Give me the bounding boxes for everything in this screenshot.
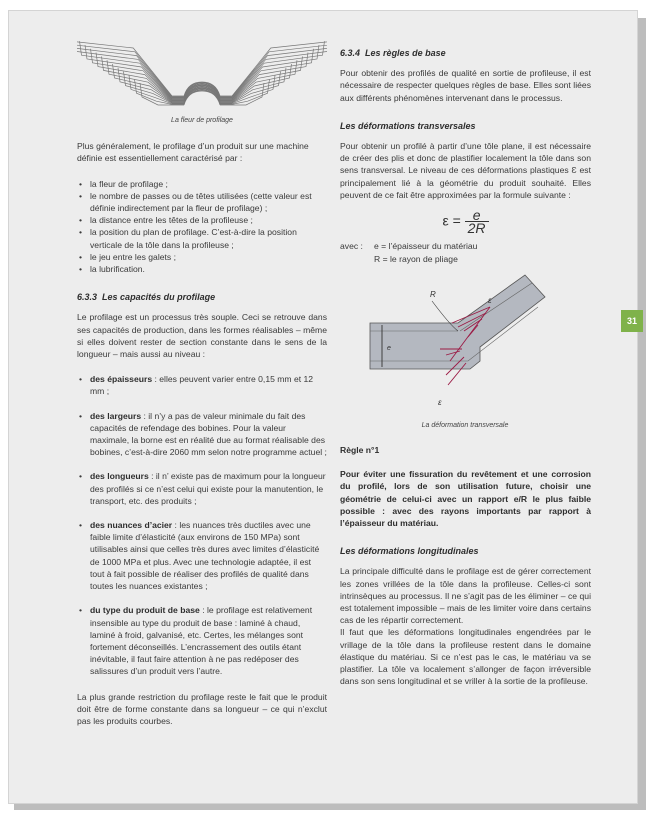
- heading-longitudinal: Les déformations longitudinales: [340, 546, 479, 557]
- list-item: [77, 373, 327, 397]
- section-number: 6.3.3: [77, 292, 98, 303]
- flower-line: [96, 53, 308, 101]
- capacities-paragraph: Le profilage est un processus très souple. Ceci se retrouve dans ses capacités de production, dans les formes réalisables – même si elles doivent rester de section constante dans le sens de la longueur – mais aussi au niveau :: [77, 312, 327, 360]
- list-item: • le jeu entre les galets ;: [77, 251, 327, 263]
- section-heading-633: [77, 291, 327, 303]
- item-term: du type du produit de base: [90, 605, 200, 616]
- page-number-tab: 31: [621, 310, 643, 332]
- list-item: [77, 604, 327, 677]
- characteristics-list: [77, 178, 327, 276]
- list-item: [77, 519, 327, 592]
- item-text: : il n’y a pas de valeur minimale du fait des capacités de refendage des bobines. Pour la valeur maximale, la borne est en réalité due au format réalisable des bobines, c’est-à-dire 2060 mm selon notre programme actuel ;: [90, 410, 327, 458]
- list-item: • le nombre de passes ou de têtes utilisées (cette valeur est définie indirectement par la fleur de profilage) ;: [77, 190, 327, 214]
- formula-denominator: 2R: [467, 220, 486, 237]
- label-eps-top: ε: [488, 295, 492, 305]
- capacities-list: [77, 373, 327, 677]
- page: [8, 10, 638, 804]
- list-item: • la lubrification.: [77, 263, 327, 275]
- right-column: [340, 47, 591, 688]
- rule-title: Règle n°1: [340, 445, 380, 456]
- strain-formula: [340, 207, 591, 237]
- item-term: des longueurs: [90, 471, 149, 482]
- formula-numerator: e: [465, 209, 489, 222]
- item-term: des épaisseurs: [90, 374, 153, 385]
- left-intro: Plus généralement, le profilage d’un produit sur une machine définie est essentiellement caractérisé par :: [77, 141, 309, 164]
- item-term: des nuances d’acier: [90, 520, 173, 531]
- longitudinal-paragraph-2: Il faut que les déformations longitudinales engendrées par le vrillage de la tôle dans la profileuse restent dans le domaine élastique du matériau. Si ce n’est pas le cas, le matériau va se plastifier. La tôle va localement s’allonger de façon irréversible dans son sens longitudinal et se vriller à la sortie de la profileuse.: [340, 627, 591, 687]
- figure1-caption: La fleur de profilage: [171, 117, 233, 124]
- transversal-paragraph: Pour obtenir un profilé à partir d’une tôle plane, il est nécessaire de créer des plis et donc de plastifier localement la tôle dans son sens transversal. Le niveau de ces déformations plastiques Ɛ est principalement lié à la géométrie du produit souhaité. Elles peuvent de ce fait être approximées par la formule suivante :: [340, 141, 591, 200]
- avec-line: R = le rayon de pliage: [374, 253, 458, 264]
- longitudinal-paragraph-1: La principale difficulté dans le profilage est de gérer correctement les zones vrillées de la tôle dans la profileuse. Celles-ci sont intrinsèques au processus. Il ne s’agit pas de les éliminer – ce qui est totalement impossible – mais de les limiter voire dans certains cas de les répartir correctement.: [340, 566, 591, 626]
- heading-transversal: Les déformations transversales: [340, 120, 476, 131]
- figure2-caption: La déformation transversale: [421, 421, 509, 429]
- list-item: • la position du plan de profilage. C’est-à-dire la position verticale de la tôle dans la profileuse ;: [77, 226, 327, 250]
- left-column: [77, 21, 327, 727]
- label-R: R: [430, 289, 436, 299]
- list-item: • la distance entre les têtes de la profileuse ;: [77, 214, 327, 226]
- label-e: e: [387, 344, 391, 352]
- section-title: Les capacités du profilage: [102, 292, 216, 303]
- rules-intro: Pour obtenir des profilés de qualité en sortie de profileuse, il est nécessaire de respecter quelques règles de base. Elles sont liées aux différents phénomènes intervenant dans le processus.: [340, 68, 591, 103]
- rule-text: Pour éviter une fissuration du revêtement et une corrosion du profilé, lors de son utilisation future, choisir une géométrie de celui-ci avec un rapport e/R le plus faible possible : avec des rayons importants par rapport à l’épaisseur du matériau.: [340, 469, 591, 529]
- formula-lhs: ε =: [442, 212, 461, 229]
- item-text: : elles peuvent varier entre 0,15 mm et 12 mm ;: [90, 374, 314, 397]
- transverse-deformation-figure: [340, 265, 591, 435]
- profiling-flower-figure: [77, 21, 327, 125]
- avec-line: e = l’épaisseur du matériau: [374, 241, 478, 252]
- avec-label: avec :: [340, 241, 363, 252]
- item-text: : il n’ existe pas de maximum pour la longueur des profilés si ce n’est celui qui existe pour la manutention, le transport, etc. des produits ;: [90, 471, 326, 506]
- section-title: Les règles de base: [365, 48, 446, 58]
- label-eps-bottom: ε: [438, 397, 442, 407]
- section-number: 6.3.4: [340, 48, 361, 58]
- item-text: : les nuances très ductiles avec une faible limite d’élasticité (aux environs de 150 MPa) sont utilisables ainsi que celles très dures avec limites d’élasticité de 1000 MPa et plus. Avec une technologie adaptée, il est tout à fait possible de réaliser des profilés de qualité dans toutes les nuances existantes ;: [90, 520, 320, 592]
- section-heading-634: [340, 47, 591, 59]
- variable-legend: [340, 240, 591, 264]
- list-item: [77, 410, 327, 459]
- list-item: [77, 470, 327, 507]
- item-text: : le profilage est relativement insensible au type du produit de base : laminé à chaud, laminé à froid, galvanisé, etc. Certes, les mélanges sont fortement déconseillés. L’encrassement des outils étant inévitable, il faut faire attention à ne pas redéposer des salissures d’un produit vers l’autre.: [90, 605, 313, 677]
- restriction-paragraph: La plus grande restriction du profilage reste le fait que le produit doit être de forme constante dans sa longueur – ce qui n’exclut pas les produits courbes.: [77, 691, 327, 726]
- list-item: • la fleur de profilage ;: [77, 178, 327, 190]
- formula-fraction: [465, 207, 489, 237]
- item-term: des largeurs: [90, 410, 142, 421]
